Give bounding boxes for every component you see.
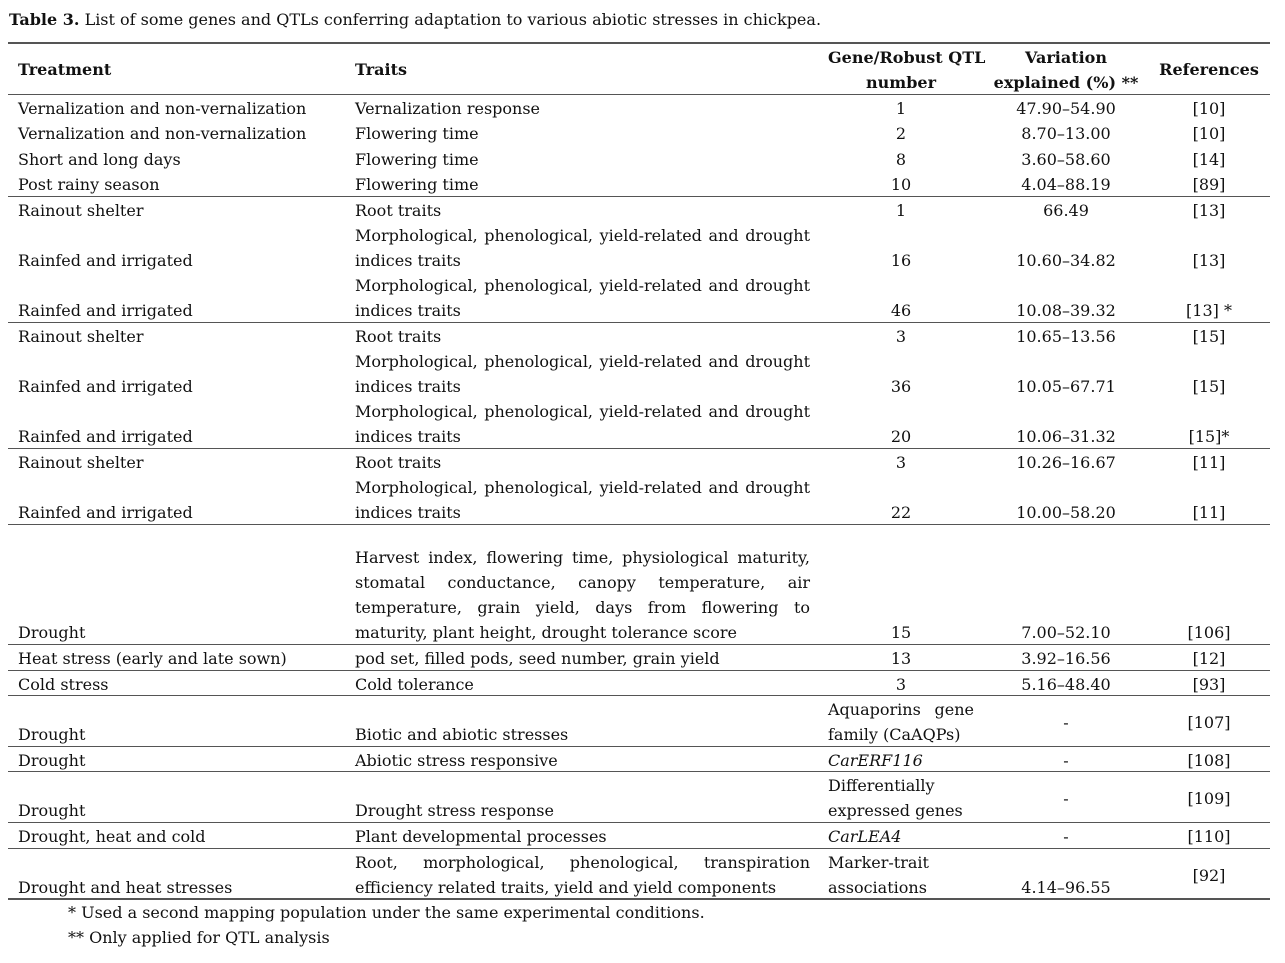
cell-gene [828, 697, 978, 747]
gene-line: family (CaAQPs) [828, 725, 961, 744]
cell-traits [355, 748, 810, 773]
traits-line: Root traits [355, 453, 442, 472]
cell-variation: 10.05–67.71 [1016, 377, 1116, 396]
footnote-2: ** Only applied for QTL analysis [68, 928, 330, 947]
header-gene-line1: Gene/Robust QTL [828, 48, 986, 67]
cell-reference: [106] [1187, 623, 1231, 642]
cell-reference: [10] [1192, 124, 1226, 143]
gene-line: associations [828, 878, 927, 897]
cell-reference: [109] [1187, 788, 1231, 808]
cell-variation: - [1063, 827, 1069, 846]
cell-variation: 3.92–16.56 [1021, 649, 1111, 668]
cell-traits [355, 324, 810, 349]
cell-variation: - [1063, 712, 1069, 732]
cell-variation: 4.04–88.19 [1021, 175, 1111, 194]
table-bottom-rule [8, 898, 1270, 900]
cell-variation: 4.14–96.55 [1021, 878, 1111, 897]
row-rule [8, 848, 1270, 849]
cell-reference: [11] [1192, 453, 1226, 472]
cell-gene [828, 773, 978, 823]
cell-gene: 2 [895, 124, 907, 143]
traits-line: Morphological, phenological, yield-related and drought [355, 478, 810, 497]
cell-reference: [11] [1192, 503, 1226, 522]
cell-traits [355, 121, 810, 146]
gene-line: expressed genes [828, 801, 963, 820]
table-top-rule [8, 42, 1270, 44]
cell-variation: 7.00–52.10 [1021, 623, 1111, 642]
cell-traits [355, 147, 810, 172]
row-rule [8, 670, 1270, 671]
cell-reference: [92] [1192, 865, 1226, 885]
cell-variation: 47.90–54.90 [1016, 99, 1116, 118]
cell-gene [828, 748, 978, 773]
row-rule [8, 448, 1270, 449]
cell-gene: 1 [895, 99, 907, 118]
cell-reference: [15] [1192, 377, 1226, 396]
traits-line: Harvest index, flowering time, physiological maturity, [355, 548, 810, 567]
cell-reference: [110] [1187, 827, 1231, 846]
cell-gene: 8 [895, 150, 907, 169]
cell-variation: 10.60–34.82 [1016, 251, 1116, 270]
cell-reference: [13] * [1186, 301, 1232, 320]
cell-treatment: Rainout shelter [18, 201, 144, 220]
table-label: Table 3. [9, 10, 80, 29]
cell-treatment: Post rainy season [18, 175, 160, 194]
traits-line: pod set, filled pods, seed number, grain yield [355, 649, 720, 668]
traits-line: Cold tolerance [355, 675, 474, 694]
cell-treatment: Drought [18, 725, 86, 744]
traits-line: temperature, grain yield, days from flowering to [355, 598, 810, 617]
row-rule [8, 822, 1270, 823]
cell-reference: [93] [1192, 675, 1226, 694]
cell-treatment: Cold stress [18, 675, 109, 694]
cell-treatment: Drought, heat and cold [18, 827, 206, 846]
cell-reference: [12] [1192, 649, 1226, 668]
cell-treatment: Rainfed and irrigated [18, 503, 193, 522]
cell-traits [355, 672, 810, 697]
cell-treatment: Rainfed and irrigated [18, 301, 193, 320]
header-var-line2: explained (%) ** [993, 73, 1139, 92]
traits-line: Root, morphological, phenological, transpiration [355, 853, 810, 872]
traits-line: Morphological, phenological, yield-related and drought [355, 402, 810, 421]
cell-gene: 13 [890, 649, 912, 668]
cell-treatment: Drought and heat stresses [18, 878, 233, 897]
cell-treatment: Drought [18, 751, 86, 770]
cell-traits [355, 273, 810, 323]
traits-line: indices traits [355, 427, 461, 446]
cell-traits [355, 545, 810, 645]
cell-traits [355, 399, 810, 449]
row-rule [8, 644, 1270, 645]
cell-reference: [10] [1192, 99, 1226, 118]
cell-reference: [13] [1192, 251, 1226, 270]
header-rule [8, 94, 1270, 95]
cell-treatment: Rainfed and irrigated [18, 427, 193, 446]
cell-gene: 1 [895, 201, 907, 220]
cell-reference: [15]* [1188, 427, 1230, 446]
traits-line: efficiency related traits, yield and yield components [355, 878, 777, 897]
gene-line: Marker-trait [828, 853, 929, 872]
cell-treatment: Rainout shelter [18, 453, 144, 472]
cell-traits [355, 450, 810, 475]
traits-line: Root traits [355, 327, 442, 346]
cell-treatment: Drought [18, 623, 86, 642]
cell-reference: [14] [1192, 150, 1226, 169]
cell-reference: [15] [1192, 327, 1226, 346]
cell-traits [355, 475, 810, 525]
cell-variation: 10.26–16.67 [1016, 453, 1116, 472]
cell-reference: [89] [1192, 175, 1226, 194]
cell-traits [355, 850, 810, 900]
row-rule [8, 322, 1270, 323]
cell-variation: 66.49 [1043, 201, 1089, 220]
header-gene [828, 45, 986, 95]
header-treatment: Treatment [18, 60, 112, 79]
cell-gene [828, 824, 978, 849]
cell-reference: [13] [1192, 201, 1226, 220]
cell-treatment: Drought [18, 801, 86, 820]
traits-line: indices traits [355, 377, 461, 396]
cell-variation: 10.06–31.32 [1016, 427, 1116, 446]
cell-treatment: Vernalization and non-vernalization [18, 124, 307, 143]
traits-line: Flowering time [355, 124, 479, 143]
traits-line: Morphological, phenological, yield-related and drought [355, 352, 810, 371]
cell-gene: 36 [890, 377, 912, 396]
gene-line: Differentially [828, 776, 935, 795]
cell-variation: 10.00–58.20 [1016, 503, 1116, 522]
traits-line: Drought stress response [355, 801, 554, 820]
footnote-1: * Used a second mapping population under the same experimental conditions. [68, 903, 705, 922]
cell-gene: 3 [895, 675, 907, 694]
cell-traits [355, 198, 810, 223]
cell-treatment: Short and long days [18, 150, 181, 169]
header-references: References [1159, 60, 1259, 79]
cell-variation: 5.16–48.40 [1021, 675, 1111, 694]
gene-line: Aquaporins gene [828, 700, 974, 719]
traits-line: indices traits [355, 251, 461, 270]
cell-variation: - [1063, 751, 1069, 770]
data-table [8, 0, 1270, 963]
cell-traits [355, 824, 810, 849]
traits-line: indices traits [355, 503, 461, 522]
header-variation [986, 45, 1146, 95]
cell-gene [828, 850, 978, 900]
cell-gene: 3 [895, 453, 907, 472]
cell-traits [355, 172, 810, 197]
cell-gene: 46 [890, 301, 912, 320]
traits-line: Vernalization response [355, 99, 541, 118]
cell-variation: 8.70–13.00 [1021, 124, 1111, 143]
header-var-line1: Variation [1025, 48, 1107, 67]
cell-gene: 22 [890, 503, 912, 522]
cell-gene: 16 [890, 251, 912, 270]
row-rule [8, 695, 1270, 696]
traits-line: Morphological, phenological, yield-related and drought [355, 276, 810, 295]
cell-reference: [107] [1187, 712, 1231, 732]
cell-treatment: Rainout shelter [18, 327, 144, 346]
header-gene-line2: number [866, 73, 936, 92]
traits-line: maturity, plant height, drought tolerance score [355, 623, 737, 642]
cell-traits [355, 223, 810, 273]
cell-traits [355, 646, 810, 671]
cell-gene: 10 [890, 175, 912, 194]
cell-variation: - [1063, 788, 1069, 808]
cell-treatment: Rainfed and irrigated [18, 377, 193, 396]
gene-name: CarERF116 [828, 751, 923, 770]
cell-variation: 10.65–13.56 [1016, 327, 1116, 346]
cell-traits [355, 349, 810, 399]
traits-line: Morphological, phenological, yield-related and drought [355, 226, 810, 245]
cell-traits [355, 798, 810, 823]
row-rule [8, 196, 1270, 197]
gene-name: CarLEA4 [828, 827, 902, 846]
traits-line: Plant developmental processes [355, 827, 607, 846]
traits-line: Biotic and abiotic stresses [355, 725, 569, 744]
header-traits: Traits [355, 60, 408, 79]
cell-gene: 3 [895, 327, 907, 346]
cell-gene: 20 [890, 427, 912, 446]
row-rule [8, 524, 1270, 525]
cell-reference: [108] [1187, 751, 1231, 770]
cell-gene: 15 [890, 623, 912, 642]
row-rule [8, 771, 1270, 772]
cell-variation: 3.60–58.60 [1021, 150, 1111, 169]
traits-line: indices traits [355, 301, 461, 320]
cell-treatment: Heat stress (early and late sown) [18, 649, 287, 668]
traits-line: stomatal conductance, canopy temperature, air [355, 573, 810, 592]
traits-line: Flowering time [355, 175, 479, 194]
cell-variation: 10.08–39.32 [1016, 301, 1116, 320]
cell-traits [355, 722, 810, 747]
cell-traits [355, 96, 810, 121]
traits-line: Flowering time [355, 150, 479, 169]
traits-line: Abiotic stress responsive [355, 751, 558, 770]
row-rule [8, 746, 1270, 747]
caption-text: List of some genes and QTLs conferring adaptation to various abiotic stresses in chickpea. [84, 10, 822, 29]
cell-treatment: Rainfed and irrigated [18, 251, 193, 270]
traits-line: Root traits [355, 201, 442, 220]
cell-treatment: Vernalization and non-vernalization [18, 99, 307, 118]
